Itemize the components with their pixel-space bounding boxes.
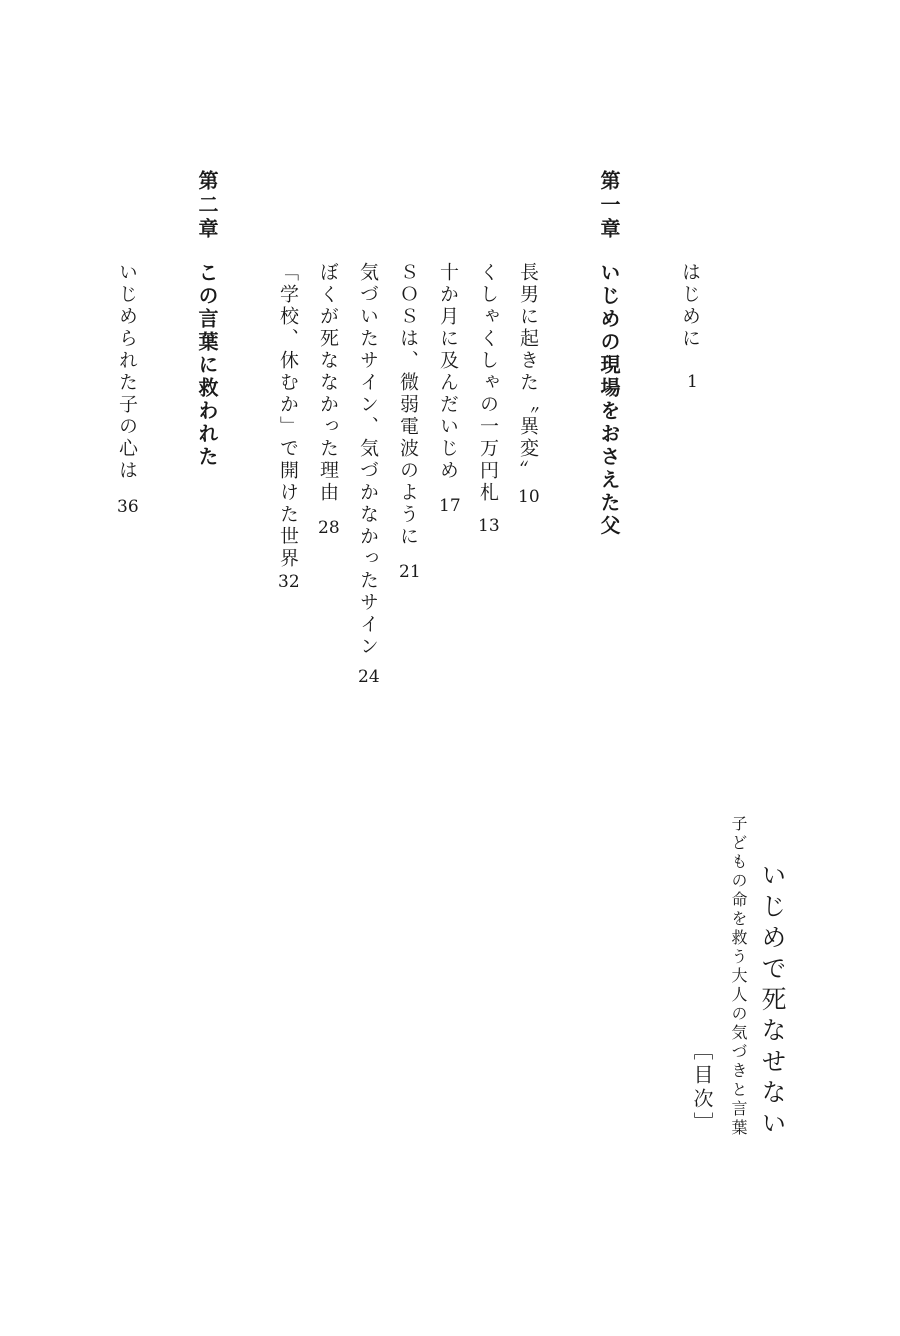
toc-entry-7-page: 32	[278, 572, 300, 592]
toc-entry-1-page: 10	[518, 487, 540, 507]
toc-entry-3-title[interactable]: 十か月に及んだいじめ	[437, 262, 459, 482]
toc-entry-5-page: 24	[358, 667, 380, 687]
toc-entry-1-title[interactable]: 長男に起きた〝異変〟	[517, 262, 539, 482]
chapter-2-label: 第二章	[195, 170, 219, 242]
toc-entry-6-title[interactable]: ぼくが死ななかった理由	[317, 262, 339, 504]
toc-entry-8-title[interactable]: いじめられた子の心は	[116, 262, 138, 482]
toc-entry-8-page: 36	[117, 497, 139, 517]
chapter-2-title[interactable]: この言葉に救われた	[195, 262, 219, 469]
toc-entry-intro-title[interactable]: はじめに	[679, 262, 701, 350]
toc-entry-intro-page: 1	[687, 372, 698, 392]
book-title: いじめで死なせない	[758, 862, 787, 1141]
chapter-1-label: 第一章	[597, 170, 621, 242]
toc-entry-6-page: 28	[318, 518, 340, 538]
toc-entry-4-title[interactable]: ＳＯＳは、微弱電波のように	[397, 262, 419, 548]
toc-entry-7-title[interactable]: 「学校、休むか」で開けた世界	[277, 262, 299, 570]
toc-entry-5-title[interactable]: 気づいたサイン、気づかなかったサイン	[357, 262, 379, 658]
toc-entry-3-page: 17	[439, 496, 461, 516]
toc-label: ［目次］	[690, 1040, 714, 1136]
book-subtitle: 子どもの命を救う大人の気づきと言葉	[729, 815, 748, 1138]
toc-entry-4-page: 21	[399, 562, 421, 582]
chapter-1-title[interactable]: いじめの現場をおさえた父	[597, 262, 621, 538]
toc-entry-2-title[interactable]: くしゃくしゃの一万円札	[477, 262, 499, 504]
toc-entry-2-page: 13	[478, 516, 500, 536]
